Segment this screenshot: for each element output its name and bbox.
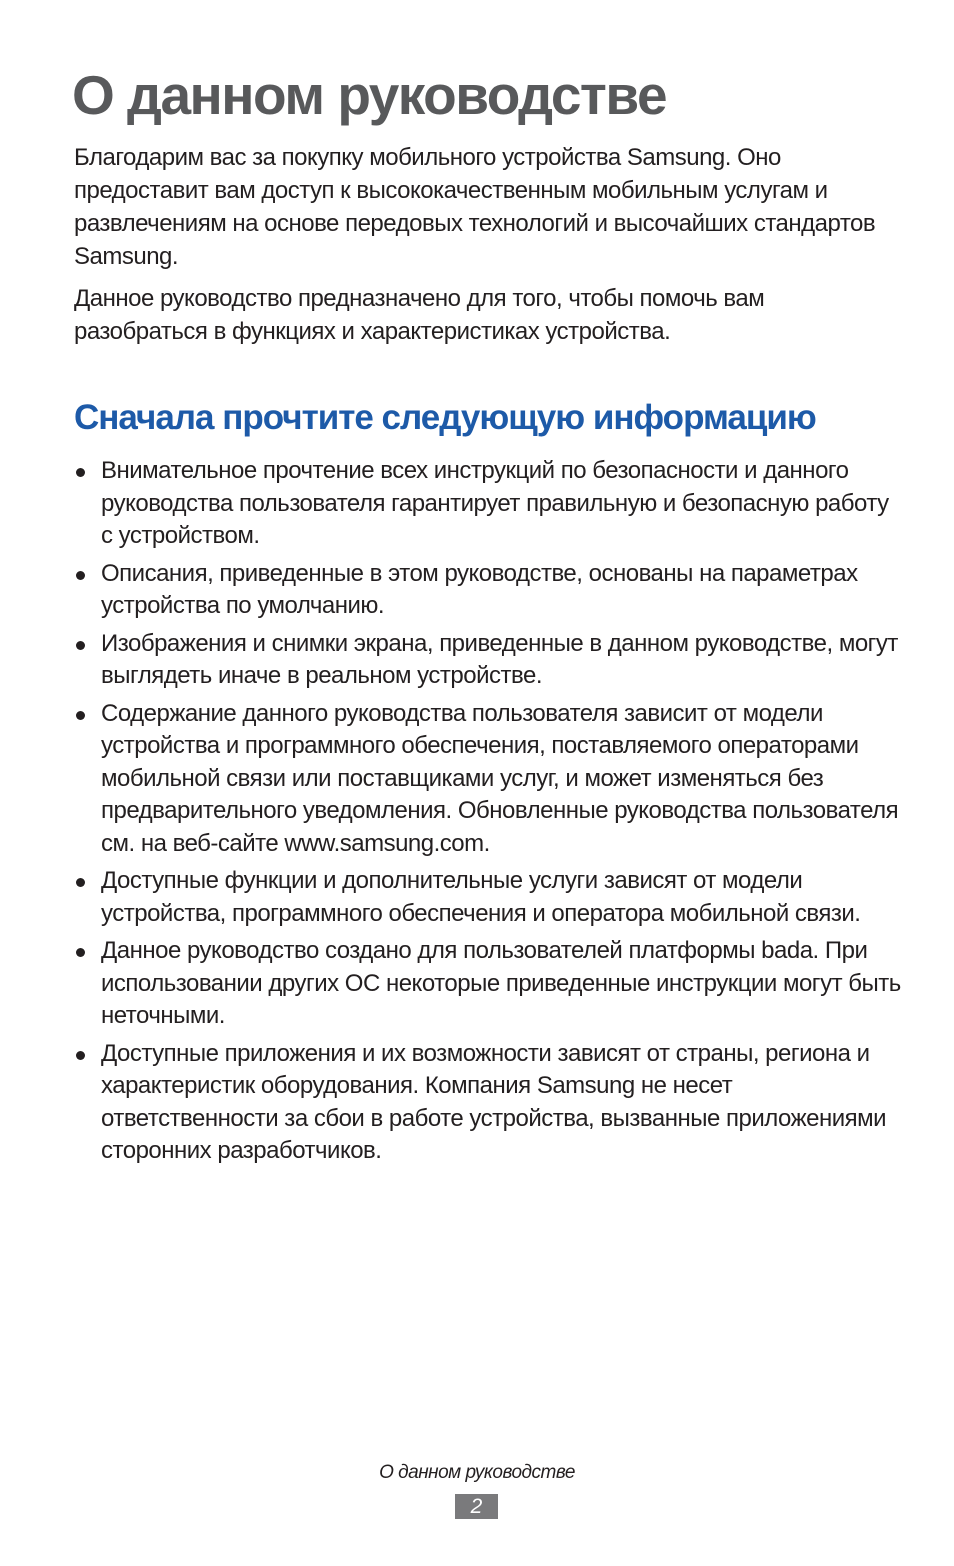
list-item	[76, 1038, 906, 1168]
bullet-icon	[76, 468, 85, 477]
list-item-text: Изображения и снимки экрана, приведенные в данном руководстве, могут выглядеть иначе в реальном устройстве.	[101, 629, 898, 689]
list-item-text: Внимательное прочтение всех инструкций по безопасности и данного руководства пользователя гарантирует правильную и безопасную работу с устройством.	[101, 457, 889, 549]
bullet-icon	[76, 1051, 85, 1060]
bullet-icon	[76, 948, 85, 957]
intro-paragraph: Данное руководство предназначено для того, чтобы помочь вам разобраться в функциях и характеристиках устройства.	[74, 285, 765, 345]
list-item	[76, 698, 906, 861]
list-item-text: Данное руководство создано для пользователей платформы bada. При использовании других ОС некоторые приведенные инструкции могут быть неточными.	[101, 937, 901, 1029]
list-item	[76, 865, 906, 930]
section-heading: Сначала прочтите следующую информацию	[74, 398, 816, 437]
bullet-list	[76, 455, 906, 1173]
list-item	[76, 628, 906, 693]
page-number: 2	[455, 1494, 498, 1519]
list-item	[76, 455, 906, 553]
bullet-icon	[76, 571, 85, 580]
intro-paragraph: Благодарим вас за покупку мобильного устройства Samsung. Оно предоставит вам доступ к высококачественным мобильным услугам и развлечениям на основе передовых технологий и высочайших стандартов Samsung.	[74, 144, 876, 270]
list-item	[76, 935, 906, 1033]
list-item-text: Доступные приложения и их возможности зависят от страны, региона и характеристик оборудования. Компания Samsung не несет ответственности за сбои в работе устройства, вызванные приложениями сторонних разработчиков.	[101, 1039, 887, 1164]
bullet-icon	[76, 641, 85, 650]
page-title: О данном руководстве	[72, 64, 667, 126]
list-item-text: Доступные функции и дополнительные услуги зависят от модели устройства, программного обеспечения и оператора мобильной связи.	[101, 867, 861, 927]
list-item-text: Содержание данного руководства пользователя зависит от модели устройства и программного обеспечения, поставляемого операторами мобильной связи или поставщиками услуг, и может изменяться без предварительного уведомления. Обновленные руководства пользователя см. на веб-сайте www.samsung.com.	[101, 699, 899, 857]
bullet-icon	[76, 711, 85, 720]
footer-section-title: О данном руководстве	[379, 1462, 575, 1483]
list-item-text: Описания, приведенные в этом руководстве, основаны на параметрах устройства по умолчанию.	[101, 559, 858, 619]
bullet-icon	[76, 878, 85, 887]
list-item	[76, 558, 906, 623]
intro-text	[74, 141, 894, 357]
